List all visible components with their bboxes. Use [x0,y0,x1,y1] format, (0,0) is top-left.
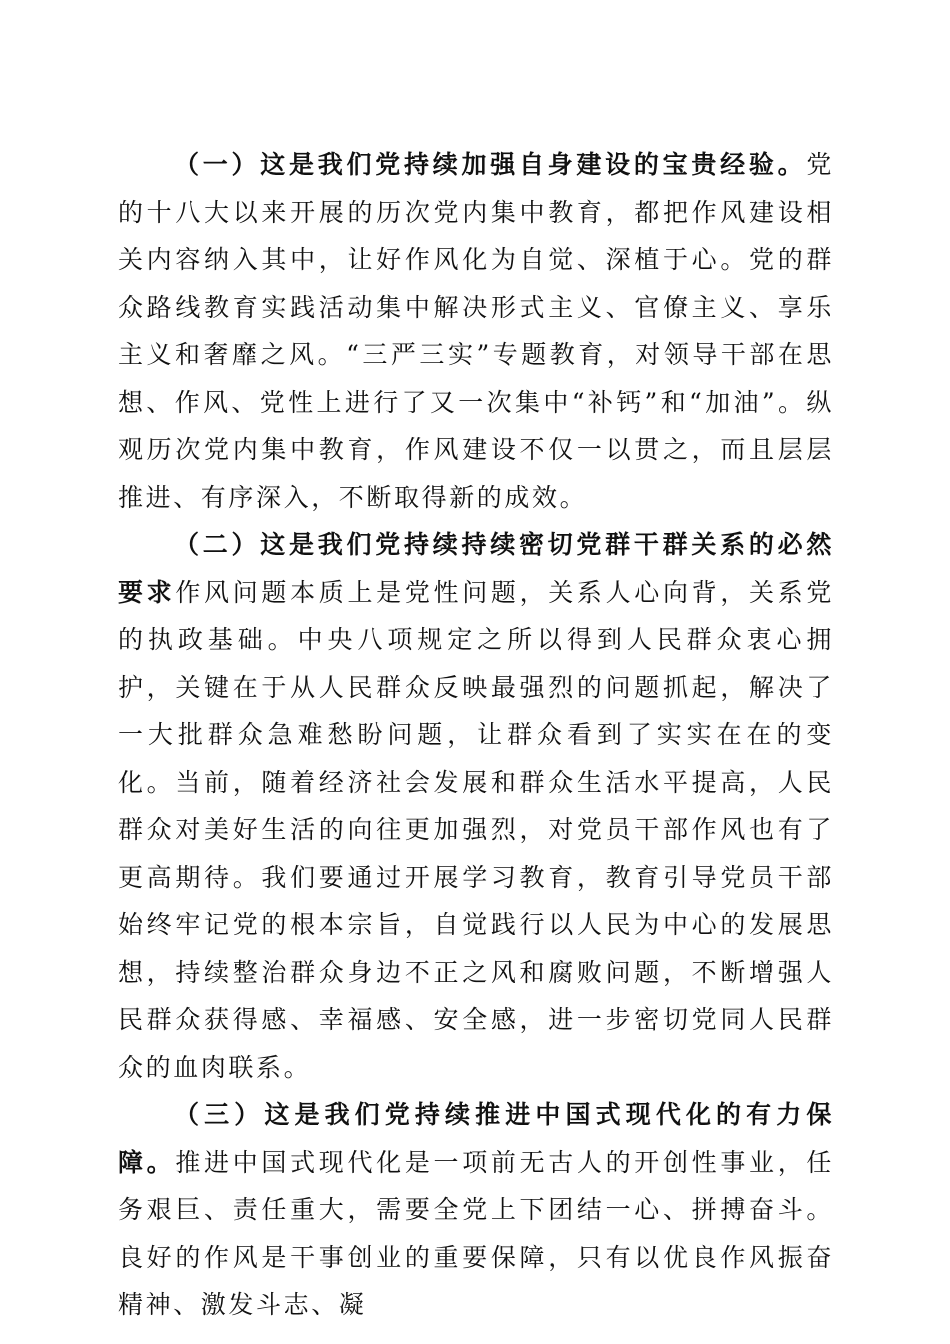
document-body [118,141,834,1329]
paragraph-2-text: 作风问题本质上是党性问题，关系人心向背，关系党的执政基础。中央八项规定之所以得到人民群众衷心拥护，关键在于从人民群众反映最强烈的问题抓起，解决了一大批群众急难愁盼问题，让群众看到了实实在在的变化。当前，随着经济社会发展和群众生活水平提高，人民群众对美好生活的向往更加强烈，对党员干部作风也有了更高期待。我们要通过开展学习教育，教育引导党员干部始终牢记党的根本宗旨，自觉践行以人民为中心的发展思想，持续整治群众身边不正之风和腐败问题，不断增强人民群众获得感、幸福感、安全感，进一步密切党同人民群众的血肉联系。 [118,577,834,1082]
paragraph-3-heading: （三）这是我们党持续推进中国式现代化的有力保障。 [118,1100,834,1177]
paragraph-3 [118,1091,834,1329]
paragraph-1 [118,141,834,521]
paragraph-2-heading: （二）这是我们党持续持续密切党群干群关系的必然要求 [118,530,834,607]
paragraph-3-text: 推进中国式现代化是一项前无古人的开创性事业，任务艰巨、责任重大，需要全党上下团结一心、拼搏奋斗。良好的作风是干事创业的重要保障，只有以优良作风振奋精神、激发斗志、凝 [118,1147,834,1319]
paragraph-1-heading: （一）这是我们党持续加强自身建设的宝贵经验。 [174,150,807,179]
paragraph-2 [118,521,834,1091]
paragraph-1-text: 党的十八大以来开展的历次党内集中教育，都把作风建设相关内容纳入其中，让好作风化为自觉、深植于心。党的群众路线教育实践活动集中解决形式主义、官僚主义、享乐主义和奢靡之风。“三严三实”专题教育，对领导干部在思想、作风、党性上进行了又一次集中“补钙”和“加油”。纵观历次党内集中教育，作风建设不仅一以贯之，而且层层推进、有序深入，不断取得新的成效。 [118,150,834,512]
